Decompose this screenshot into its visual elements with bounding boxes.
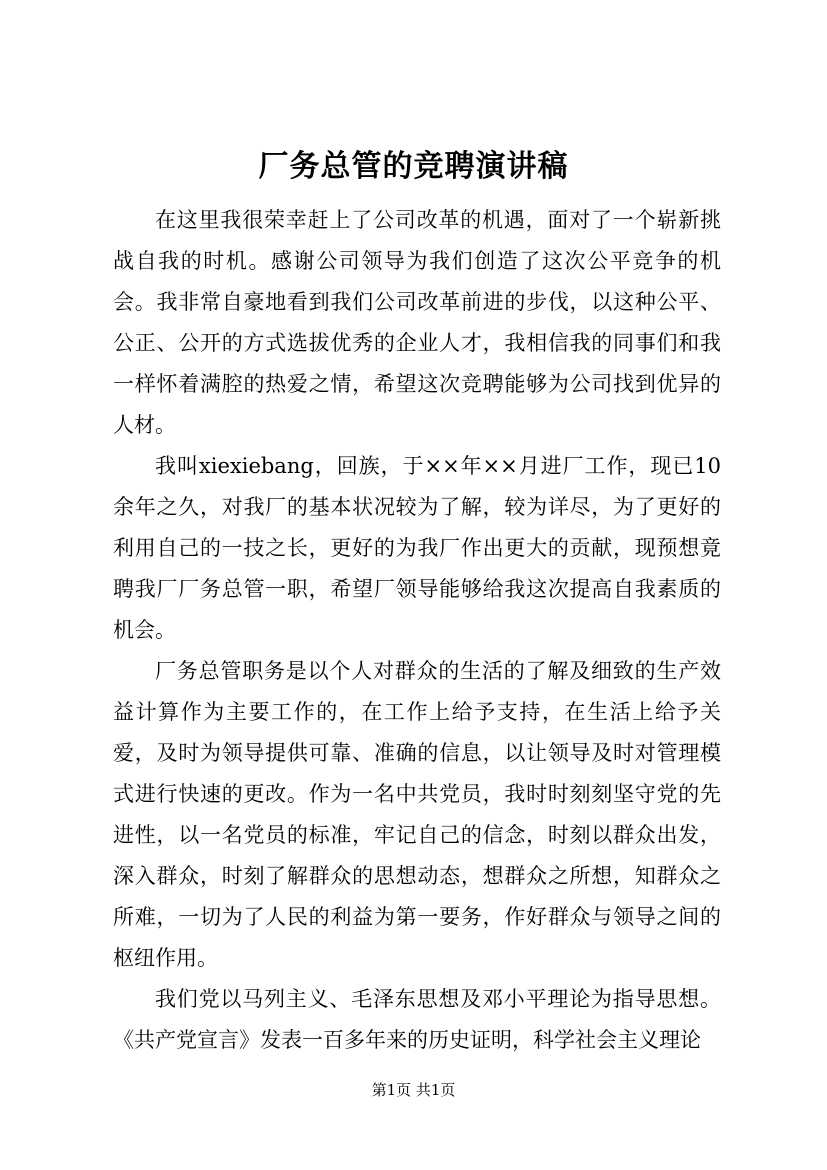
paragraph: 我们党以马列主义、毛泽东思想及邓小平理论为指导思想。《共产党宣言》发表一百多年来的历史证明，科学社会主义理论 <box>113 987 721 1052</box>
page-number-label: 第1页 共1页 <box>371 1081 456 1099</box>
document-title: 厂务总管的竞聘演讲稿 <box>258 149 569 184</box>
paragraph: 我叫xiexiebang，回族，于××年××月进厂工作，现已10余年之久，对我厂的基本状况较为了解，较为详尽，为了更好的利用自己的一技之长，更好的为我厂作出更大的贡献，现预想竟聘我厂厂务总管一职，希望厂领导能够给我这次提高自我素质的机会。 <box>113 454 721 642</box>
paragraph: 在这里我很荣幸赶上了公司改革的机遇，面对了一个崭新挑战自我的时机。感谢公司领导为我们创造了这次公平竞争的机会。我非常自豪地看到我们公司改革前进的步伐，以这种公平、公正、公开的方式选拔优秀的企业人才，我相信我的同事们和我一样怀着满腔的热爱之情，希望这次竞聘能够为公司找到优异的人材。 <box>113 208 721 437</box>
page-footer <box>0 1079 827 1101</box>
document-body <box>113 200 721 1061</box>
paragraph: 厂务总管职务是以个人对群众的生活的了解及细致的生产效益计算作为主要工作的，在工作上给予支持，在生活上给予关爱，及时为领导提供可靠、准确的信息，以让领导及时对管理模式进行快速的更改。作为一名中共党员，我时时刻刻坚守党的先进性，以一名党员的标准，牢记自己的信念，时刻以群众出发，深入群众，时刻了解群众的思想动态，想群众之所想，知群众之所难，一切为了人民的利益为第一要务，作好群众与领导之间的枢纽作用。 <box>113 659 721 970</box>
